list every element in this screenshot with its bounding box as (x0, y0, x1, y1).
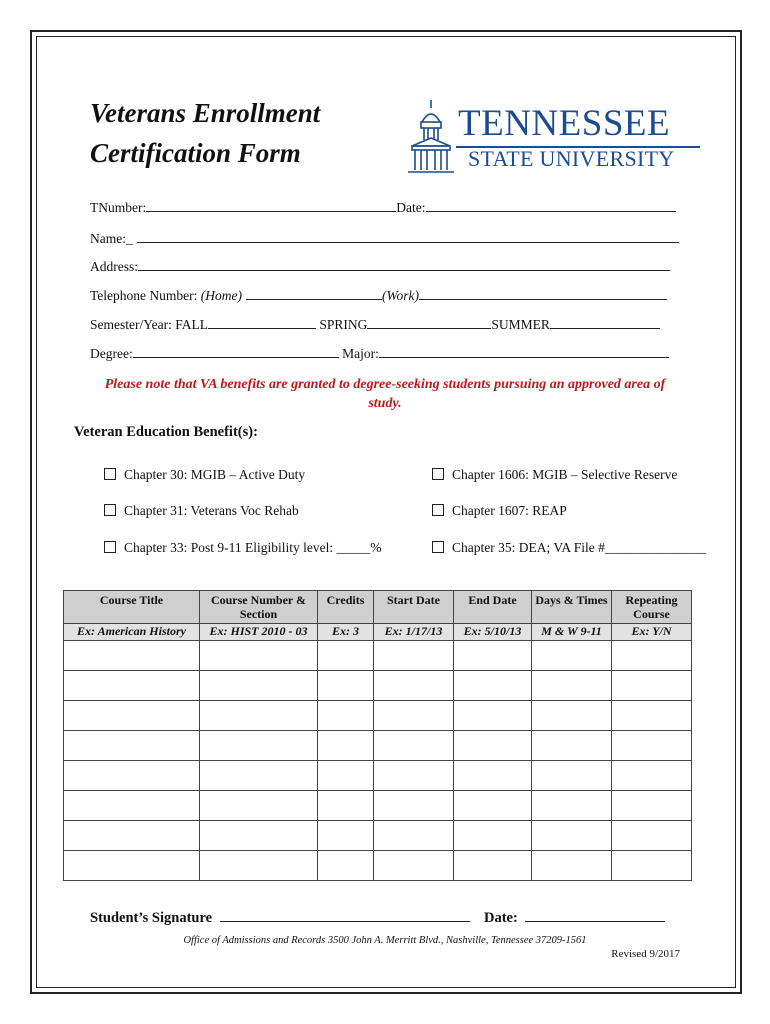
name-label: Name:_ (90, 231, 133, 246)
spring-field[interactable] (367, 316, 491, 329)
table-cell[interactable] (200, 671, 318, 701)
table-cell[interactable] (200, 851, 318, 881)
column-header: Credits (318, 591, 374, 624)
table-cell[interactable] (454, 671, 532, 701)
table-cell[interactable] (318, 791, 374, 821)
table-cell[interactable] (374, 671, 454, 701)
column-header: End Date (454, 591, 532, 624)
table-cell[interactable] (318, 671, 374, 701)
column-header: Course Number & Section (200, 591, 318, 624)
degree-label: Degree: (90, 346, 133, 361)
table-cell[interactable] (318, 821, 374, 851)
table-cell[interactable] (532, 701, 612, 731)
summer-field[interactable] (550, 316, 660, 329)
table-cell[interactable] (64, 791, 200, 821)
example-cell: Ex: HIST 2010 - 03 (200, 624, 318, 641)
table-cell[interactable] (64, 641, 200, 671)
table-cell[interactable] (612, 791, 692, 821)
table-cell[interactable] (200, 821, 318, 851)
table-cell[interactable] (374, 761, 454, 791)
checkbox-icon[interactable] (432, 468, 444, 480)
table-row (64, 821, 692, 851)
checkbox-icon[interactable] (104, 504, 116, 516)
table-cell[interactable] (532, 821, 612, 851)
checkbox-icon[interactable] (432, 541, 444, 553)
table-cell[interactable] (64, 761, 200, 791)
tnumber-field[interactable] (146, 199, 396, 212)
table-header-row (64, 591, 692, 624)
tnumber-date-row (90, 199, 676, 216)
table-cell[interactable] (532, 761, 612, 791)
benefits-heading: Veteran Education Benefit(s): (74, 424, 258, 440)
table-cell[interactable] (454, 731, 532, 761)
table-cell[interactable] (64, 731, 200, 761)
table-row (64, 671, 692, 701)
benefit-chapter-1607[interactable] (432, 503, 567, 519)
form-title-line2: Certification Form (90, 138, 301, 168)
table-cell[interactable] (454, 791, 532, 821)
address-label: Address: (90, 259, 138, 274)
table-cell[interactable] (200, 761, 318, 791)
table-cell[interactable] (374, 641, 454, 671)
table-cell[interactable] (612, 851, 692, 881)
signature-date-row (484, 908, 665, 927)
benefit-chapter-35[interactable] (432, 540, 706, 556)
major-field[interactable] (379, 345, 669, 358)
telephone-work-field[interactable] (419, 287, 667, 300)
table-cell[interactable] (454, 851, 532, 881)
table-row (64, 701, 692, 731)
form-title-line1: Veterans Enrollment (90, 98, 321, 128)
signature-date-field[interactable] (525, 908, 665, 922)
table-cell[interactable] (612, 641, 692, 671)
course-table (63, 590, 692, 881)
degree-field[interactable] (133, 345, 339, 358)
benefit-chapter-33[interactable] (104, 540, 381, 556)
semester-label: Semester/Year: FALL (90, 317, 208, 332)
table-row (64, 761, 692, 791)
benefit-chapter-31[interactable] (104, 503, 299, 519)
table-cell[interactable] (64, 821, 200, 851)
table-cell[interactable] (454, 821, 532, 851)
benefit-label: Chapter 35: DEA; VA File #_______________ (452, 540, 707, 555)
summer-label: SUMMER (491, 317, 550, 332)
example-cell: Ex: American History (64, 624, 200, 641)
fall-field[interactable] (208, 316, 316, 329)
column-header: Repeating Course (612, 591, 692, 624)
table-example-row (64, 624, 692, 641)
checkbox-icon[interactable] (104, 468, 116, 480)
date-field[interactable] (426, 199, 676, 212)
table-cell[interactable] (532, 791, 612, 821)
table-cell[interactable] (612, 821, 692, 851)
table-cell[interactable] (200, 701, 318, 731)
telephone-label: Telephone Number: (90, 288, 201, 303)
benefit-label: Chapter 31: Veterans Voc Rehab (124, 503, 299, 518)
logo-text-state-university: STATE UNIVERSITY (468, 146, 675, 171)
table-cell[interactable] (64, 671, 200, 701)
va-benefits-note: Please note that VA benefits are granted to degree-seeking students pursuing an approved area of study. (104, 377, 666, 411)
form-title (90, 93, 320, 173)
table-cell[interactable] (532, 641, 612, 671)
table-cell[interactable] (374, 791, 454, 821)
table-cell[interactable] (454, 761, 532, 791)
table-cell[interactable] (374, 731, 454, 761)
table-cell[interactable] (532, 851, 612, 881)
example-cell: Ex: Y/N (612, 624, 692, 641)
column-header: Course Title (64, 591, 200, 624)
semester-row (90, 316, 660, 333)
benefit-label: Chapter 1607: REAP (452, 503, 567, 518)
table-cell[interactable] (612, 761, 692, 791)
table-cell[interactable] (454, 701, 532, 731)
signature-date-label: Date: (484, 910, 518, 926)
column-header: Days & Times (532, 591, 612, 624)
date-label: Date: (396, 200, 426, 215)
table-cell[interactable] (612, 701, 692, 731)
table-cell[interactable] (454, 641, 532, 671)
spring-label: SPRING (319, 317, 368, 332)
table-cell[interactable] (318, 731, 374, 761)
logo-text-tennessee: TENNESSEE (458, 103, 671, 144)
revision-date: Revised 9/2017 (611, 948, 680, 960)
address-field[interactable] (138, 258, 670, 271)
name-field[interactable] (137, 230, 679, 243)
example-cell: Ex: 3 (318, 624, 374, 641)
benefit-chapter-1606[interactable] (432, 467, 677, 483)
table-cell[interactable] (318, 701, 374, 731)
benefit-label: Chapter 33: Post 9-11 Eligibility level: _____% (124, 540, 382, 555)
office-address-footer: Office of Admissions and Records 3500 John A. Merritt Blvd., Nashville, Tennessee 37209-1561 (183, 935, 587, 946)
name-row (90, 230, 679, 247)
example-cell: Ex: 1/17/13 (374, 624, 454, 641)
table-cell[interactable] (64, 851, 200, 881)
table-cell[interactable] (532, 731, 612, 761)
tnumber-label: TNumber: (90, 200, 147, 215)
example-cell: Ex: 5/10/13 (454, 624, 532, 641)
building-dome-icon (408, 100, 454, 174)
table-cell[interactable] (200, 731, 318, 761)
benefit-label: Chapter 30: MGIB – Active Duty (124, 467, 306, 482)
table-row (64, 791, 692, 821)
table-cell[interactable] (374, 851, 454, 881)
table-row (64, 641, 692, 671)
major-label: Major: (342, 346, 379, 361)
signature-label: Student’s Signature (90, 910, 213, 926)
table-cell[interactable] (612, 671, 692, 701)
tsu-logo (408, 98, 700, 178)
checkbox-icon[interactable] (104, 541, 116, 553)
table-cell[interactable] (612, 731, 692, 761)
table-cell[interactable] (318, 761, 374, 791)
column-header: Start Date (374, 591, 454, 624)
telephone-home-label: (Home) (200, 288, 243, 303)
table-cell[interactable] (200, 791, 318, 821)
benefit-chapter-30[interactable] (104, 467, 305, 483)
telephone-work-label: (Work) (382, 288, 420, 303)
degree-row (90, 345, 669, 362)
table-cell[interactable] (318, 641, 374, 671)
telephone-home-field[interactable] (246, 287, 382, 300)
address-row (90, 258, 670, 275)
signature-field[interactable] (220, 908, 470, 922)
table-cell[interactable] (318, 851, 374, 881)
table-cell[interactable] (374, 701, 454, 731)
table-cell[interactable] (532, 671, 612, 701)
table-row (64, 851, 692, 881)
telephone-row (90, 287, 667, 304)
example-cell: M & W 9-11 (532, 624, 612, 641)
table-cell[interactable] (64, 701, 200, 731)
table-cell[interactable] (374, 821, 454, 851)
benefit-label: Chapter 1606: MGIB – Selective Reserve (452, 467, 678, 482)
table-cell[interactable] (200, 641, 318, 671)
checkbox-icon[interactable] (432, 504, 444, 516)
signature-row (90, 908, 470, 927)
table-row (64, 731, 692, 761)
